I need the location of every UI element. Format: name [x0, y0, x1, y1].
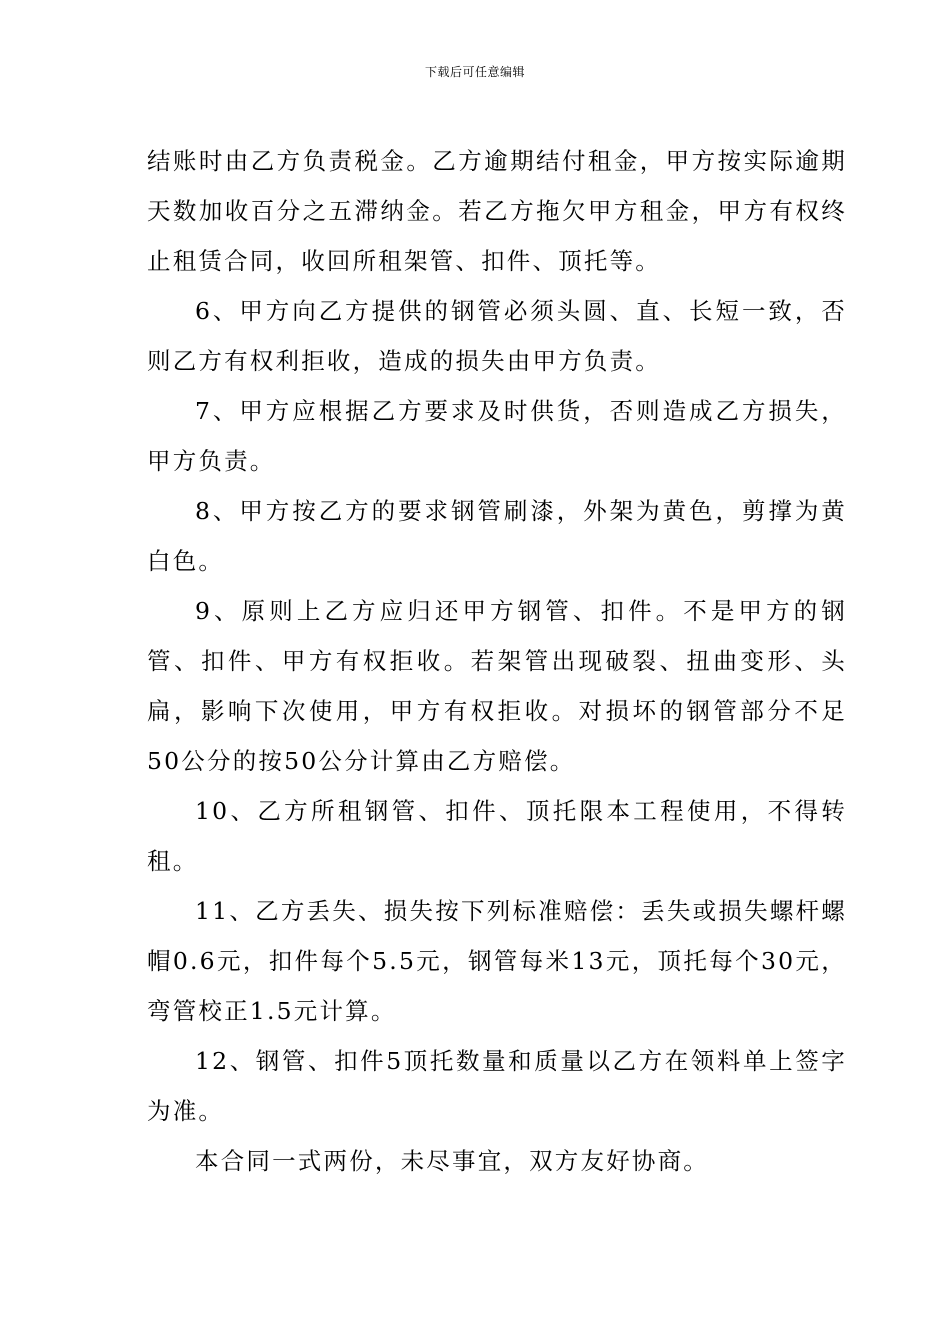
paragraph-clause-12: 12、钢管、扣件5顶托数量和质量以乙方在领料单上签字为准。 — [147, 1047, 847, 1125]
paragraph-tax-and-late-fee: 结账时由乙方负责税金。乙方逾期结付租金，甲方按实际逾期天数加收百分之五滞纳金。若乙方拖欠甲方租金，甲方有权终止租赁合同，收回所租架管、扣件、顶托等。 — [147, 147, 847, 275]
paragraph-clause-11: 11、乙方丢失、损失按下列标准赔偿：丢失或损失螺杆螺帽0.6元，扣件每个5.5元，钢管每米13元，顶托每个30元，弯管校正1.5元计算。 — [147, 897, 847, 1025]
page-header: 下载后可任意编辑 — [424, 65, 525, 79]
contract-body — [147, 136, 847, 1186]
paragraph-clause-6: 6、甲方向乙方提供的钢管必须头圆、直、长短一致，否则乙方有权利拒收，造成的损失由甲方负责。 — [147, 297, 847, 375]
paragraph-clause-8: 8、甲方按乙方的要求钢管刷漆，外架为黄色，剪撑为黄白色。 — [147, 497, 847, 575]
paragraph-clause-9: 9、原则上乙方应归还甲方钢管、扣件。不是甲方的钢管、扣件、甲方有权拒收。若架管出现破裂、扭曲变形、头扁，影响下次使用，甲方有权拒收。对损坏的钢管部分不足50公分的按50公分计算由乙方赔偿。 — [147, 597, 847, 775]
paragraph-clause-7: 7、甲方应根据乙方要求及时供货，否则造成乙方损失，甲方负责。 — [147, 397, 847, 475]
paragraph-clause-10: 10、乙方所租钢管、扣件、顶托限本工程使用，不得转租。 — [147, 797, 847, 875]
paragraph-closing: 本合同一式两份，未尽事宜，双方友好协商。 — [195, 1147, 709, 1175]
